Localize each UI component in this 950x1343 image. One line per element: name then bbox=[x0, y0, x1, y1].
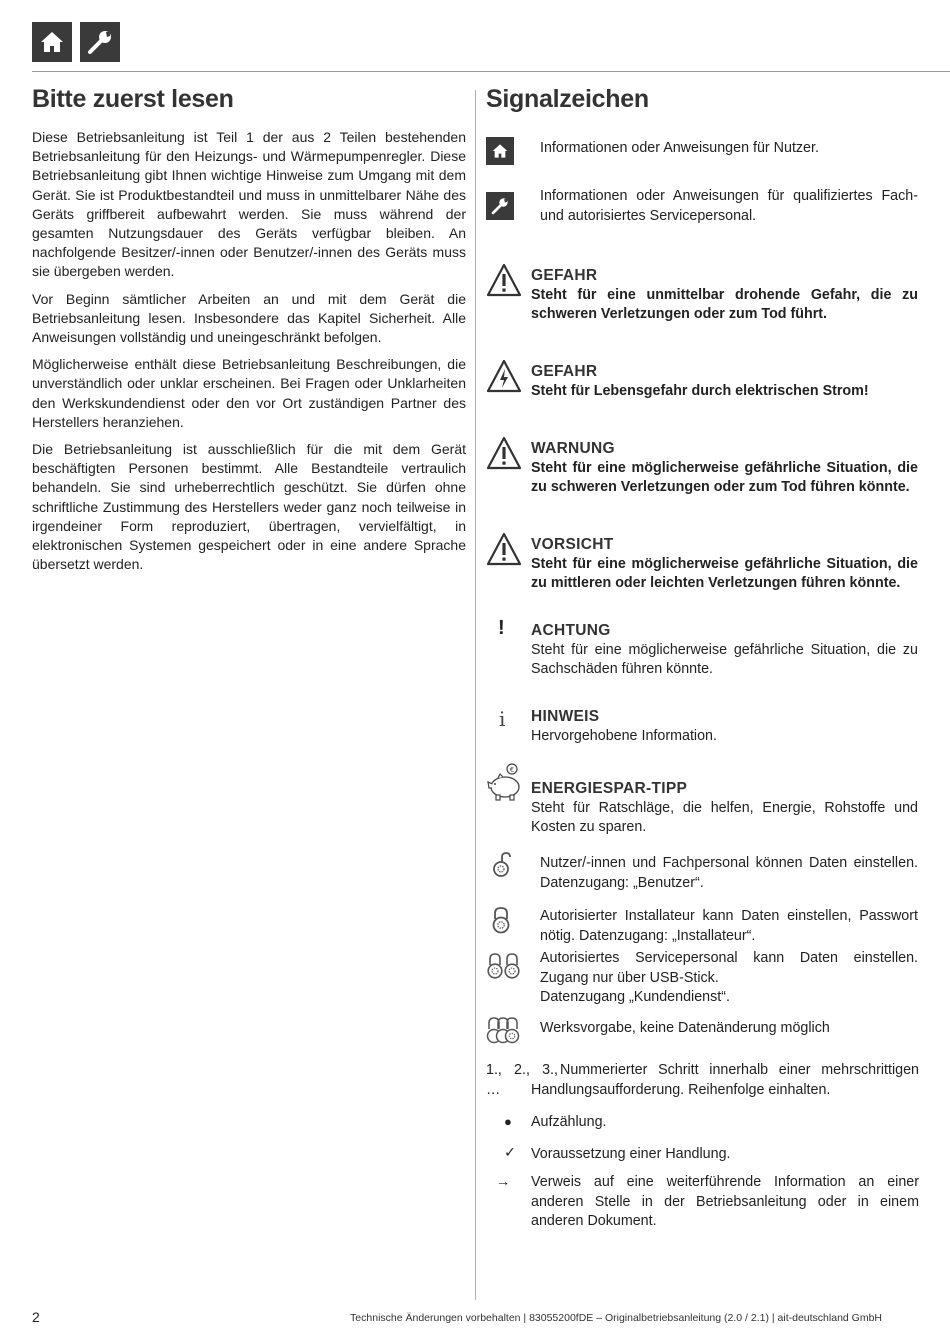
attention-title: ACHTUNG bbox=[531, 622, 611, 639]
steps-label: 1., 2., 3., … bbox=[486, 1062, 558, 1098]
double-padlock-icon bbox=[486, 951, 522, 986]
access-service-text: Autorisiertes Servicepersonal kann Daten einstellen. Zugang nur über USB-Stick. bbox=[540, 950, 918, 986]
danger-title: GEFAHR bbox=[531, 267, 598, 284]
reference-text: Verweis auf eine weiterführende Information an einer anderen Stelle in der Betriebsanleitung oder in einem anderen Dokument. bbox=[531, 1174, 919, 1229]
access-user-text: Nutzer/-innen und Fachpersonal können Daten einstellen. Datenzugang: „Benutzer“. bbox=[540, 855, 918, 891]
piggy-bank-icon bbox=[486, 762, 524, 807]
caution-title: VORSICHT bbox=[531, 536, 614, 553]
energy-tip-text: Steht für Ratschläge, die helfen, Energie, Rohstoffe und Kosten zu sparen. bbox=[531, 799, 918, 835]
wrench-icon bbox=[80, 22, 120, 62]
warning-title: WARNUNG bbox=[531, 440, 615, 457]
read-first-body bbox=[32, 128, 466, 582]
note-text: Hervorgehobene Information. bbox=[531, 727, 717, 744]
bullet-icon: ● bbox=[504, 1114, 512, 1129]
attention-text: Steht für eine möglicherweise gefährliche Situation, die zu Sachschäden führen könnte. bbox=[531, 641, 918, 677]
caution-triangle-icon bbox=[486, 531, 522, 572]
danger-text: Steht für eine unmittelbar drohende Gefahr, die zu schweren Verletzungen oder zum Tod führt. bbox=[531, 286, 918, 322]
padlock-icon bbox=[490, 905, 512, 940]
access-service-text-2: Datenzugang „Kundendienst“. bbox=[540, 989, 730, 1005]
paragraph: Diese Betriebsanleitung ist Teil 1 der aus 2 Teilen bestehenden Betriebsanleitung für den Heizungs- und Wärmepumpenregler. Diese Betriebsanleitung gibt Ihnen wichtige Hinweise zum Umgang mit dem Gerät. Sie ist Produktbestandteil und muss in unmittelbarer Nähe des Geräts griffbereit aufbewahrt werden. Sie muss während der gesamten Nutzungsdauer des Geräts verfügbar bleiben. An nachfolgende Besitzer/-innen oder Benutzer/-innen des Geräts muss sie übergeben werden. bbox=[32, 129, 466, 280]
warning-triangle-icon bbox=[486, 435, 522, 476]
paragraph: Die Betriebsanleitung ist ausschließlich für die mit dem Gerät beschäftigten Personen bestimmt. Alle Bestandteile vertraulich behandeln. Sie sind urheberrechtlich geschützt. Sie dürfen ohne schriftliche Zustimmung des Herstellers weder ganz noch teilweise in irgendeiner Form reproduziert, übertragen, vervielfältigt, in elektronischen Systemen gespeichert oder in eine andere Sprache übersetzt werden. bbox=[32, 441, 466, 573]
home-icon bbox=[486, 137, 514, 165]
bullet-text: Aufzählung. bbox=[531, 1114, 607, 1130]
info-icon: i bbox=[499, 707, 506, 731]
unlocked-padlock-icon bbox=[490, 851, 516, 884]
paragraph: Möglicherweise enthält diese Betriebsanleitung Beschreibungen, die unverständlich oder unklar erscheinen. Bei Fragen oder Unklarheiten den Werkskundendienst oder den vor Ort zuständigen Partner des Herstellers heranziehen. bbox=[32, 356, 466, 430]
triple-padlock-icon bbox=[486, 1014, 520, 1051]
svg-text:€: € bbox=[509, 766, 515, 774]
note-title: HINWEIS bbox=[531, 708, 600, 725]
header-divider bbox=[32, 71, 950, 72]
home-icon bbox=[32, 22, 72, 62]
energy-tip-title: ENERGIESPAR-TIPP bbox=[531, 780, 688, 797]
footer-text: Technische Änderungen vorbehalten | 83055200fDE – Originalbetriebsanleitung (2.0 / 2.1) | ait-deutschland GmbH bbox=[350, 1312, 882, 1324]
arrow-right-icon: → bbox=[496, 1174, 511, 1190]
warning-triangle-icon bbox=[486, 262, 522, 303]
section-title-read-first: Bitte zuerst lesen bbox=[32, 85, 234, 113]
paragraph: Vor Beginn sämtlicher Arbeiten an und mit dem Gerät die Betriebsanleitung lesen. Insbesondere das Kapitel Sicherheit. Alle Anweisungen vollständig und uneingeschränkt befolgen. bbox=[32, 290, 466, 346]
electric-danger-text: Steht für Lebensgefahr durch elektrischen Strom! bbox=[531, 382, 869, 399]
electric-hazard-icon bbox=[486, 358, 522, 399]
access-factory-text: Werksvorgabe, keine Datenänderung möglich bbox=[540, 1020, 830, 1036]
prerequisite-text: Voraussetzung einer Handlung. bbox=[531, 1146, 731, 1162]
exclamation-icon: ! bbox=[498, 617, 505, 639]
user-info-text: Informationen oder Anweisungen für Nutzer. bbox=[540, 140, 819, 156]
warning-text: Steht für eine möglicherweise gefährliche Situation, die zu schweren Verletzungen oder zum Tod führen könnte. bbox=[531, 459, 918, 495]
column-divider bbox=[475, 90, 476, 1300]
steps-text-content: Nummerierter Schritt innerhalb einer mehrschrittigen Handlungsaufforderung. Reihenfolge einhalten. bbox=[531, 1062, 919, 1098]
steps-text bbox=[531, 1061, 919, 1100]
checkmark-icon: ✓ bbox=[504, 1145, 516, 1161]
section-title-signal-signs: Signalzeichen bbox=[486, 85, 649, 113]
wrench-icon bbox=[486, 192, 514, 220]
expert-info-text: Informationen oder Anweisungen für qualifiziertes Fach- und autorisiertes Servicepersonal. bbox=[540, 188, 918, 224]
page-number: 2 bbox=[32, 1309, 40, 1325]
caution-text: Steht für eine möglicherweise gefährliche Situation, die zu mittleren oder leichten Verletzungen führen könnte. bbox=[531, 555, 918, 591]
access-installer-text: Autorisierter Installateur kann Daten einstellen, Passwort nötig. Datenzugang: „Installateur“. bbox=[540, 908, 918, 944]
electric-danger-title: GEFAHR bbox=[531, 363, 598, 380]
